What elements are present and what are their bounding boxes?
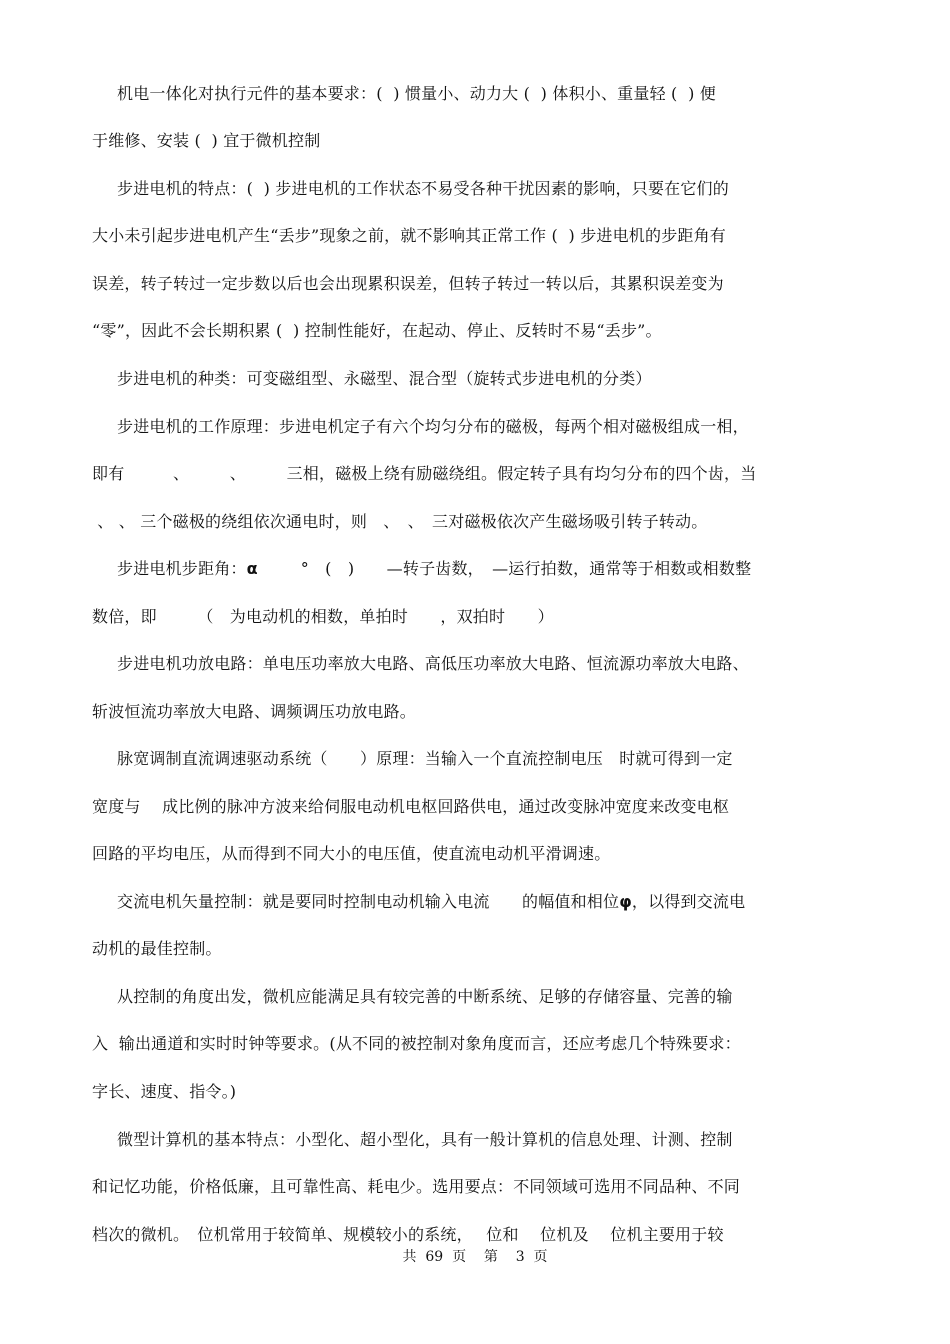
alpha-symbol: α [246, 559, 258, 578]
text-segment: ，以得到交流电 [631, 892, 746, 911]
text-line: 从控制的角度出发，微机应能满足具有较完善的中断系统、足够的存储容量、完善的输 [117, 987, 733, 1006]
text-line: 即有 、 、 三相，磁极上绕有励磁绕组。假定转子具有均匀分布的四个齿，当 [92, 464, 757, 483]
text-line: 误差，转子转过一定步数以后也会出现累积误差，但转子转过一转以后，其累积误差变为 [92, 274, 724, 293]
text-line: 微型计算机的基本特点：小型化、超小型化，具有一般计算机的信息处理、计测、控制 [117, 1130, 733, 1149]
text-line: 字长、速度、指令。) [92, 1082, 237, 1101]
step-angle-line [117, 559, 751, 579]
text-line: 于维修、安装 ( ) 宜于微机控制 [92, 131, 321, 150]
phi-symbol: φ [619, 892, 632, 911]
text-line: 斩波恒流功率放大电路、调频调压功放电路。 [92, 702, 417, 721]
text-segment: 步进电机步距角： [117, 559, 247, 578]
text-segment: ° ( ) —转子齿数， —运行拍数，通常等于相数或相数整 [257, 559, 752, 578]
text-segment: 交流电机矢量控制：就是要同时控制电动机输入电流 的幅值和相位 [117, 892, 620, 911]
page-footer: 共 69 页 第 3 页 [402, 1249, 548, 1265]
text-line: 大小未引起步进电机产生“丢步”现象之前，就不影响其正常工作 ( ) 步进电机的步距角有 [92, 226, 726, 245]
text-line: 入 输出通道和实时时钟等要求。(从不同的被控制对象角度而言，还应考虑几个特殊要求： [92, 1034, 741, 1053]
text-line: 步进电机的工作原理：步进电机定子有六个均匀分布的磁极，每两个相对磁极组成一相， [117, 417, 749, 436]
text-line: 宽度与 成比例的脉冲方波来给伺服电动机电枢回路供电，通过改变脉冲宽度来改变电枢 [92, 797, 730, 816]
text-line: 数倍，即 （ 为电动机的相数，单拍时 ，双拍时 ） [92, 607, 554, 626]
text-line: 机电一体化对执行元件的基本要求：( ) 惯量小、动力大 ( ) 体积小、重量轻 ( ) 便 [117, 84, 716, 103]
text-line: 步进电机的特点：( ) 步进电机的工作状态不易受各种干扰因素的影响，只要在它们的 [117, 179, 729, 198]
text-line: 和记忆功能，价格低廉，且可靠性高、耗电少。选用要点：不同领域可选用不同品种、不同 [92, 1177, 741, 1196]
text-line: 步进电机的种类：可变磁组型、永磁型、混合型（旋转式步进电机的分类） [117, 369, 652, 388]
text-line: 、 、 三个磁极的绕组依次通电时，则 、 、 三对磁极依次产生磁场吸引转子转动。 [92, 512, 708, 531]
text-line: 动机的最佳控制。 [92, 939, 222, 958]
text-line: “零”，因此不会长期积累 ( ) 控制性能好，在起动、停止、反转时不易“丢步”。 [92, 321, 662, 340]
text-line: 回路的平均电压，从而得到不同大小的电压值，使直流电动机平滑调速。 [92, 844, 611, 863]
vector-control-line [117, 892, 745, 912]
text-line: 脉宽调制直流调速驱动系统（ ）原理：当输入一个直流控制电压 时就可得到一定 [117, 749, 733, 768]
text-line: 档次的微机。 位机常用于较简单、规模较小的系统， 位和 位机及 位机主要用于较 [92, 1225, 724, 1244]
text-line: 步进电机功放电路：单电压功率放大电路、高低压功率放大电路、恒流源功率放大电路、 [117, 654, 749, 673]
